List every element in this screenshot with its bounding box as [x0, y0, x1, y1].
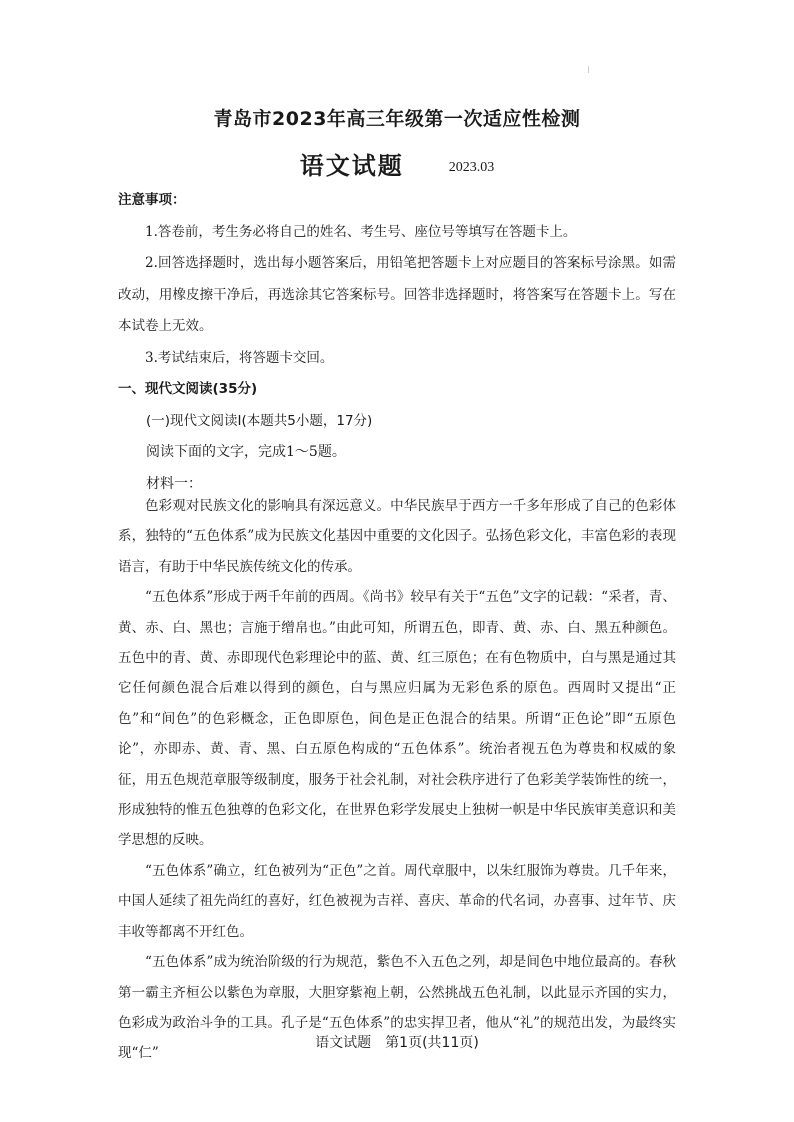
corner-tick-mark	[588, 66, 589, 73]
page-footer: 语文试题 第1页(共11页)	[315, 1035, 479, 1051]
material-label: 材料一：	[146, 475, 202, 492]
subtitle-row	[0, 146, 794, 181]
paragraph-4: “五色体系”成为统治阶级的行为规范，紫色不入五色之列，却是间色中地位最高的。春秋第一霸主齐桓公以紫色为章服，大胆穿紫袍上朝，公然挑战五色礼制，以此显示齐国的实力，色彩成为政治斗争的工具。孔子是“五色体系”的忠实捍卫者，他从“礼”的规范出发，为最终实现“仁”	[118, 954, 676, 1062]
paragraph-1: 色彩观对民族文化的影响具有深远意义。中华民族早于西方一千多年形成了自己的色彩体系，独特的“五色体系”成为民族文化基因中重要的文化因子。弘扬色彩文化，丰富色彩的表现语言，有助于中华民族传统文化的传承。	[118, 498, 676, 575]
notice-item-2: 2.回答选择题时，选出每小题答案后，用铅笔把答题卡上对应题目的答案标号涂黑。如需改动，用橡皮擦干净后，再选涂其它答案标号。回答非选择题时，将答案写在答题卡上。写在本试卷上无效。	[118, 255, 676, 334]
subject-title: 语文试题	[299, 152, 404, 180]
notice-item-3: 3.考试结束后，将答题卡交回。	[145, 349, 334, 366]
notice-section	[118, 185, 676, 500]
section-heading: 一、现代文阅读(35分)	[118, 381, 258, 397]
material-text	[118, 491, 676, 1069]
exam-title: 青岛市2023年高三年级第一次适应性检测	[213, 108, 581, 130]
notice-heading: 注意事项：	[118, 192, 186, 208]
notice-item-1: 1.答卷前，考生务必将自己的姓名、考生号、座位号等填写在答题卡上。	[145, 223, 577, 240]
exam-date: 2023.03	[448, 160, 495, 175]
reading-instruction: 阅读下面的文字，完成1～5题。	[146, 444, 346, 460]
paragraph-2: “五色体系”形成于两千年前的西周。《尚书》较早有关于“五色”文字的记载：“采者，青、黄、赤、白、黑也；言施于缯帛也。”由此可知，所谓五色，即青、黄、赤、白、黑五种颜色。五色中的青、黄、赤即现代色彩理论中的蓝、黄、红三原色；在有色物质中，白与黑是通过其它任何颜色混合后难以得到的颜色，白与黑应归属为无彩色系的原色。西周时又提出“正色”和“间色”的色彩概念，正色即原色，间色是正色混合的结果。所谓“正色论”即“五原色论”，亦即赤、黄、青、黑、白五原色构成的“五色体系”。统治者视五色为尊贵和权威的象征，用五色规范章服等级制度，服务于社会礼制，对社会秩序进行了色彩美学装饰性的统一，形成独特的惟五色独尊的色彩文化，在世界色彩学发展史上独树一帜是中华民族审美意识和美学思想的反映。	[118, 589, 676, 849]
sub-section-heading: (一)现代文阅读Ⅰ(本题共5小题，17分)	[146, 412, 373, 429]
paragraph-3: “五色体系”确立，红色被列为“正色”之首。周代章服中，以朱红服饰为尊贵。几千年来，中国人延续了祖先尚红的喜好，红色被视为吉祥、喜庆、革命的代名词，办喜事、过年节、庆丰收等都离不开红色。	[118, 862, 676, 940]
